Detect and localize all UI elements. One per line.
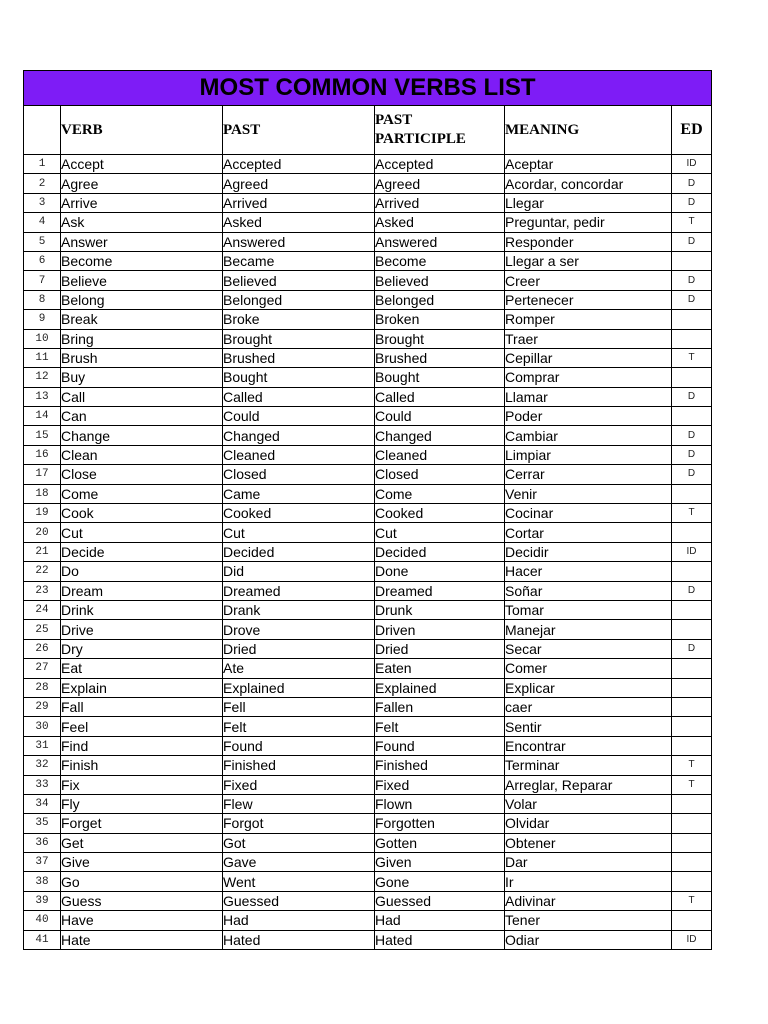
ed-cell: D [672, 232, 712, 251]
verb-cell: Give [61, 853, 223, 872]
meaning-cell: Poder [505, 407, 672, 426]
row-number: 36 [24, 833, 61, 852]
past-participle-cell: Asked [375, 213, 505, 232]
meaning-cell: Ir [505, 872, 672, 891]
table-row [24, 542, 712, 561]
verb-cell: Change [61, 426, 223, 445]
meaning-cell: Secar [505, 639, 672, 658]
meaning-cell: Aceptar [505, 155, 672, 174]
past-participle-cell: Guessed [375, 891, 505, 910]
past-participle-cell: Belonged [375, 290, 505, 309]
ed-cell [672, 911, 712, 930]
row-number: 27 [24, 659, 61, 678]
past-participle-cell: Brushed [375, 348, 505, 367]
past-participle-cell: Become [375, 251, 505, 270]
past-cell: Changed [223, 426, 375, 445]
past-cell: Guessed [223, 891, 375, 910]
row-number: 22 [24, 562, 61, 581]
meaning-cell: Limpiar [505, 445, 672, 464]
table-row [24, 445, 712, 464]
past-cell: Dried [223, 639, 375, 658]
past-cell: Drank [223, 600, 375, 619]
ed-cell: T [672, 348, 712, 367]
row-number: 31 [24, 736, 61, 755]
past-participle-cell: Could [375, 407, 505, 426]
verb-cell: Accept [61, 155, 223, 174]
past-cell: Fixed [223, 775, 375, 794]
ed-cell: T [672, 213, 712, 232]
meaning-cell: Hacer [505, 562, 672, 581]
ed-cell: D [672, 271, 712, 290]
row-number: 6 [24, 251, 61, 270]
row-number: 19 [24, 504, 61, 523]
table-row [24, 407, 712, 426]
meaning-cell: Romper [505, 310, 672, 329]
row-number: 38 [24, 872, 61, 891]
past-participle-cell: Answered [375, 232, 505, 251]
table-row [24, 523, 712, 542]
meaning-cell: Soñar [505, 581, 672, 600]
meaning-cell: Adivinar [505, 891, 672, 910]
table-row [24, 271, 712, 290]
verb-cell: Feel [61, 717, 223, 736]
table-row [24, 251, 712, 270]
row-number: 34 [24, 794, 61, 813]
past-cell: Answered [223, 232, 375, 251]
past-participle-cell: Flown [375, 794, 505, 813]
past-participle-cell: Closed [375, 465, 505, 484]
ed-cell: T [672, 775, 712, 794]
ed-cell: D [672, 581, 712, 600]
ed-cell: D [672, 445, 712, 464]
past-cell: Decided [223, 542, 375, 561]
meaning-cell: Llamar [505, 387, 672, 406]
past-participle-cell: Come [375, 484, 505, 503]
meaning-cell: Dar [505, 853, 672, 872]
past-participle-cell: Broken [375, 310, 505, 329]
row-number: 8 [24, 290, 61, 309]
meaning-cell: Comer [505, 659, 672, 678]
meaning-cell: Tomar [505, 600, 672, 619]
past-participle-cell: Gone [375, 872, 505, 891]
row-number: 1 [24, 155, 61, 174]
meaning-cell: Creer [505, 271, 672, 290]
past-participle-cell: Fixed [375, 775, 505, 794]
verb-cell: Fly [61, 794, 223, 813]
verb-cell: Eat [61, 659, 223, 678]
header-ed: ED [672, 106, 712, 155]
past-cell: Cut [223, 523, 375, 542]
row-number: 12 [24, 368, 61, 387]
past-cell: Agreed [223, 174, 375, 193]
verb-cell: Brush [61, 348, 223, 367]
ed-cell [672, 251, 712, 270]
row-number: 2 [24, 174, 61, 193]
past-cell: Gave [223, 853, 375, 872]
past-cell: Closed [223, 465, 375, 484]
past-participle-cell: Brought [375, 329, 505, 348]
verb-cell: Hate [61, 930, 223, 949]
table-row [24, 717, 712, 736]
row-number: 4 [24, 213, 61, 232]
table-row [24, 465, 712, 484]
past-cell: Believed [223, 271, 375, 290]
verb-cell: Come [61, 484, 223, 503]
verb-cell: Get [61, 833, 223, 852]
table-row [24, 872, 712, 891]
verb-cell: Belong [61, 290, 223, 309]
ed-cell: D [672, 290, 712, 309]
past-cell: Finished [223, 756, 375, 775]
row-number: 32 [24, 756, 61, 775]
ed-cell: D [672, 426, 712, 445]
verb-cell: Arrive [61, 193, 223, 212]
verb-cell: Fall [61, 697, 223, 716]
ed-cell [672, 407, 712, 426]
past-participle-cell: Forgotten [375, 814, 505, 833]
meaning-cell: caer [505, 697, 672, 716]
past-cell: Ate [223, 659, 375, 678]
row-number: 23 [24, 581, 61, 600]
verb-cell: Cut [61, 523, 223, 542]
row-number: 3 [24, 193, 61, 212]
page-title: MOST COMMON VERBS LIST [24, 71, 712, 106]
verb-cell: Do [61, 562, 223, 581]
ed-cell [672, 562, 712, 581]
meaning-cell: Explicar [505, 678, 672, 697]
table-row [24, 426, 712, 445]
header-past: PAST [223, 106, 375, 155]
meaning-cell: Manejar [505, 620, 672, 639]
table-row [24, 678, 712, 697]
row-number: 41 [24, 930, 61, 949]
past-cell: Arrived [223, 193, 375, 212]
meaning-cell: Preguntar, pedir [505, 213, 672, 232]
verb-cell: Fix [61, 775, 223, 794]
ed-cell [672, 600, 712, 619]
row-number: 35 [24, 814, 61, 833]
table-row [24, 639, 712, 658]
table-row [24, 348, 712, 367]
row-number: 11 [24, 348, 61, 367]
ed-cell: D [672, 174, 712, 193]
meaning-cell: Cepillar [505, 348, 672, 367]
ed-cell [672, 329, 712, 348]
verb-cell: Become [61, 251, 223, 270]
header-verb: VERB [61, 106, 223, 155]
table-row [24, 310, 712, 329]
ed-cell: D [672, 639, 712, 658]
table-row [24, 562, 712, 581]
meaning-cell: Cerrar [505, 465, 672, 484]
past-participle-cell: Explained [375, 678, 505, 697]
row-number: 16 [24, 445, 61, 464]
past-cell: Came [223, 484, 375, 503]
row-number: 13 [24, 387, 61, 406]
table-row [24, 387, 712, 406]
meaning-cell: Volar [505, 794, 672, 813]
past-cell: Accepted [223, 155, 375, 174]
meaning-cell: Acordar, concordar [505, 174, 672, 193]
past-participle-cell: Decided [375, 542, 505, 561]
past-cell: Felt [223, 717, 375, 736]
verb-cell: Close [61, 465, 223, 484]
ed-cell [672, 736, 712, 755]
table-row [24, 853, 712, 872]
ed-cell [672, 368, 712, 387]
table-row [24, 659, 712, 678]
meaning-cell: Venir [505, 484, 672, 503]
past-participle-cell: Called [375, 387, 505, 406]
table-row [24, 697, 712, 716]
verb-cell: Believe [61, 271, 223, 290]
ed-cell: D [672, 193, 712, 212]
past-participle-cell: Cut [375, 523, 505, 542]
past-participle-cell: Finished [375, 756, 505, 775]
meaning-cell: Arreglar, Reparar [505, 775, 672, 794]
meaning-cell: Llegar a ser [505, 251, 672, 270]
ed-cell [672, 717, 712, 736]
table-row [24, 329, 712, 348]
past-participle-cell: Found [375, 736, 505, 755]
table-row [24, 581, 712, 600]
meaning-cell: Olvidar [505, 814, 672, 833]
ed-cell [672, 872, 712, 891]
verb-cell: Guess [61, 891, 223, 910]
meaning-cell: Llegar [505, 193, 672, 212]
past-participle-cell: Cleaned [375, 445, 505, 464]
verb-cell: Decide [61, 542, 223, 561]
meaning-cell: Decidir [505, 542, 672, 561]
past-participle-cell: Eaten [375, 659, 505, 678]
ed-cell [672, 833, 712, 852]
ed-cell [672, 697, 712, 716]
past-participle-cell: Driven [375, 620, 505, 639]
past-cell: Cooked [223, 504, 375, 523]
past-cell: Asked [223, 213, 375, 232]
table-row [24, 504, 712, 523]
table-row [24, 484, 712, 503]
ed-cell [672, 523, 712, 542]
ed-cell: T [672, 504, 712, 523]
verb-cell: Break [61, 310, 223, 329]
past-participle-cell: Accepted [375, 155, 505, 174]
table-row [24, 600, 712, 619]
past-cell: Dreamed [223, 581, 375, 600]
past-cell: Hated [223, 930, 375, 949]
row-number: 30 [24, 717, 61, 736]
header-number [24, 106, 61, 155]
table-row [24, 736, 712, 755]
verb-cell: Dream [61, 581, 223, 600]
past-cell: Brought [223, 329, 375, 348]
ed-cell: T [672, 891, 712, 910]
table-row [24, 620, 712, 639]
meaning-cell: Tener [505, 911, 672, 930]
row-number: 9 [24, 310, 61, 329]
row-number: 14 [24, 407, 61, 426]
past-cell: Cleaned [223, 445, 375, 464]
past-cell: Had [223, 911, 375, 930]
table-row [24, 174, 712, 193]
table-row [24, 155, 712, 174]
row-number: 21 [24, 542, 61, 561]
past-cell: Forgot [223, 814, 375, 833]
header-past-participle [375, 106, 505, 155]
past-participle-cell: Gotten [375, 833, 505, 852]
verb-cell: Dry [61, 639, 223, 658]
ed-cell: T [672, 756, 712, 775]
past-cell: Bought [223, 368, 375, 387]
past-cell: Flew [223, 794, 375, 813]
ed-cell [672, 620, 712, 639]
ed-cell [672, 678, 712, 697]
row-number: 7 [24, 271, 61, 290]
past-participle-cell: Hated [375, 930, 505, 949]
table-row [24, 756, 712, 775]
header-meaning: MEANING [505, 106, 672, 155]
meaning-cell: Responder [505, 232, 672, 251]
ed-cell: ID [672, 930, 712, 949]
meaning-cell: Cambiar [505, 426, 672, 445]
row-number: 25 [24, 620, 61, 639]
past-participle-cell: Done [375, 562, 505, 581]
verbs-table [23, 70, 712, 950]
meaning-cell: Terminar [505, 756, 672, 775]
verb-cell: Call [61, 387, 223, 406]
verb-cell: Ask [61, 213, 223, 232]
past-participle-cell: Cooked [375, 504, 505, 523]
past-participle-cell: Given [375, 853, 505, 872]
past-cell: Could [223, 407, 375, 426]
past-participle-cell: Had [375, 911, 505, 930]
meaning-cell: Comprar [505, 368, 672, 387]
past-participle-cell: Agreed [375, 174, 505, 193]
verb-cell: Agree [61, 174, 223, 193]
past-cell: Became [223, 251, 375, 270]
verb-cell: Bring [61, 329, 223, 348]
table-row [24, 833, 712, 852]
past-participle-cell: Changed [375, 426, 505, 445]
past-participle-cell: Arrived [375, 193, 505, 212]
past-cell: Got [223, 833, 375, 852]
table-row [24, 775, 712, 794]
verb-cell: Have [61, 911, 223, 930]
row-number: 5 [24, 232, 61, 251]
meaning-cell: Encontrar [505, 736, 672, 755]
row-number: 24 [24, 600, 61, 619]
row-number: 15 [24, 426, 61, 445]
meaning-cell: Pertenecer [505, 290, 672, 309]
row-number: 40 [24, 911, 61, 930]
past-participle-cell: Drunk [375, 600, 505, 619]
row-number: 37 [24, 853, 61, 872]
row-number: 18 [24, 484, 61, 503]
table-row [24, 368, 712, 387]
meaning-cell: Obtener [505, 833, 672, 852]
ed-cell [672, 484, 712, 503]
verb-cell: Buy [61, 368, 223, 387]
verb-cell: Cook [61, 504, 223, 523]
verb-cell: Forget [61, 814, 223, 833]
verb-cell: Explain [61, 678, 223, 697]
row-number: 10 [24, 329, 61, 348]
table-row [24, 814, 712, 833]
past-cell: Explained [223, 678, 375, 697]
meaning-cell: Odiar [505, 930, 672, 949]
past-participle-cell: Believed [375, 271, 505, 290]
ed-cell: ID [672, 155, 712, 174]
row-number: 26 [24, 639, 61, 658]
past-participle-cell: Felt [375, 717, 505, 736]
past-participle-cell: Fallen [375, 697, 505, 716]
past-cell: Broke [223, 310, 375, 329]
verb-cell: Finish [61, 756, 223, 775]
past-cell: Drove [223, 620, 375, 639]
meaning-cell: Sentir [505, 717, 672, 736]
table-row [24, 290, 712, 309]
table-row [24, 930, 712, 949]
header-row [24, 106, 712, 155]
past-cell: Did [223, 562, 375, 581]
past-participle-cell: Dreamed [375, 581, 505, 600]
verb-cell: Answer [61, 232, 223, 251]
table-row [24, 193, 712, 212]
table-row [24, 891, 712, 910]
header-past-participle-line1: PAST [375, 112, 413, 128]
table-row [24, 213, 712, 232]
ed-cell [672, 659, 712, 678]
verb-cell: Go [61, 872, 223, 891]
past-cell: Fell [223, 697, 375, 716]
past-cell: Brushed [223, 348, 375, 367]
ed-cell: D [672, 465, 712, 484]
past-cell: Belonged [223, 290, 375, 309]
table-row [24, 911, 712, 930]
ed-cell [672, 814, 712, 833]
past-cell: Went [223, 872, 375, 891]
past-participle-cell: Dried [375, 639, 505, 658]
table-row [24, 232, 712, 251]
meaning-cell: Cocinar [505, 504, 672, 523]
header-past-participle-line2: PARTICIPLE [375, 131, 466, 147]
verb-cell: Drive [61, 620, 223, 639]
row-number: 20 [24, 523, 61, 542]
row-number: 17 [24, 465, 61, 484]
ed-cell [672, 310, 712, 329]
meaning-cell: Cortar [505, 523, 672, 542]
meaning-cell: Traer [505, 329, 672, 348]
verb-cell: Clean [61, 445, 223, 464]
ed-cell: D [672, 387, 712, 406]
ed-cell: ID [672, 542, 712, 561]
verb-cell: Can [61, 407, 223, 426]
row-number: 29 [24, 697, 61, 716]
past-cell: Found [223, 736, 375, 755]
verb-cell: Drink [61, 600, 223, 619]
row-number: 28 [24, 678, 61, 697]
ed-cell [672, 794, 712, 813]
past-cell: Called [223, 387, 375, 406]
row-number: 33 [24, 775, 61, 794]
row-number: 39 [24, 891, 61, 910]
ed-cell [672, 853, 712, 872]
table-row [24, 794, 712, 813]
table-body [24, 155, 712, 950]
past-participle-cell: Bought [375, 368, 505, 387]
verb-cell: Find [61, 736, 223, 755]
